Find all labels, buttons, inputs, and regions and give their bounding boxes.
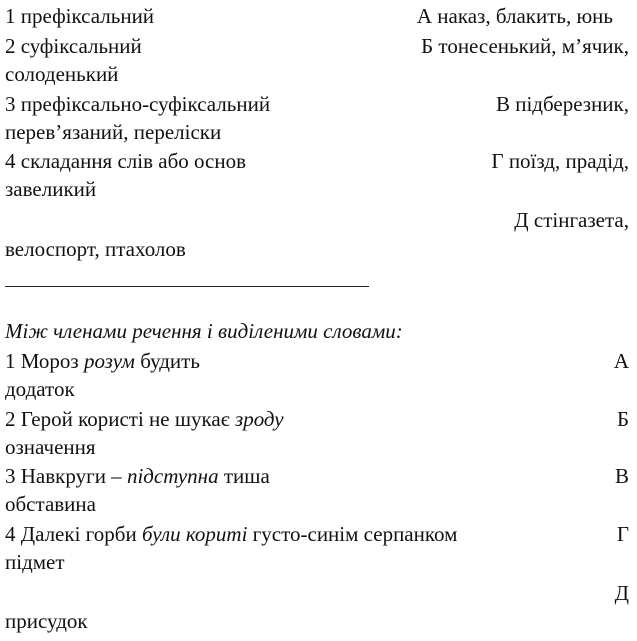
highlighted-word-2: зроду — [235, 407, 284, 431]
sentence-3-row — [5, 463, 629, 489]
option-a-text: А наказ, блакить, юнь — [416, 4, 613, 28]
option-a-role: додаток — [5, 377, 75, 401]
option-d-continuation: велоспорт, птахолов — [5, 237, 186, 261]
item-2-label: 2 суфіксальний — [5, 34, 142, 58]
item-4-label: 4 складання слів або основ — [5, 149, 247, 173]
highlighted-word-4: були кориті — [141, 522, 248, 546]
item-3-label: 3 префіксально-суфіксальний — [5, 92, 271, 116]
sentence-4-row — [5, 521, 629, 547]
sentence-1: 1 Мороз розум будить — [5, 349, 200, 373]
option-d-text: Д стінгазета, — [514, 208, 629, 232]
option-letter-v: В — [614, 464, 629, 488]
option-g-continuation: завеликий — [5, 177, 97, 201]
option-letter-a: А — [613, 349, 629, 373]
option-letter-d: Д — [614, 581, 629, 605]
sentence-1-row — [5, 348, 629, 374]
option-v-continuation: перев’язаний, переліски — [5, 120, 222, 144]
divider-line — [5, 286, 369, 287]
option-d-role: присудок — [5, 609, 88, 633]
option-letter-b: Б — [616, 407, 629, 431]
option-b-text: Б тонесенький, м’ячик, — [421, 34, 629, 58]
option-b-continuation: солоденький — [5, 62, 119, 86]
option-g-role: підмет — [5, 550, 65, 574]
option-g-text: Г поїзд, прадід, — [491, 149, 629, 173]
sentence-3: 3 Навкруги – підступна тиша — [5, 464, 270, 488]
highlighted-word-1: розум — [83, 349, 135, 373]
option-letter-g: Г — [616, 522, 629, 546]
option-v-role: обставина — [5, 492, 96, 516]
sentence-2-row — [5, 406, 629, 432]
highlighted-word-3: підступна — [126, 464, 219, 488]
section-heading: Між членами речення і виділеними словами: — [5, 319, 403, 343]
item-1-label: 1 префіксальний — [5, 4, 155, 28]
sentence-4: 4 Далекі горби були кориті густо-синім серпанком — [5, 522, 458, 546]
sentence-2: 2 Герой користі не шукає зроду — [5, 407, 284, 431]
option-b-role: означення — [5, 435, 96, 459]
option-v-text: В підберезник, — [495, 92, 629, 116]
